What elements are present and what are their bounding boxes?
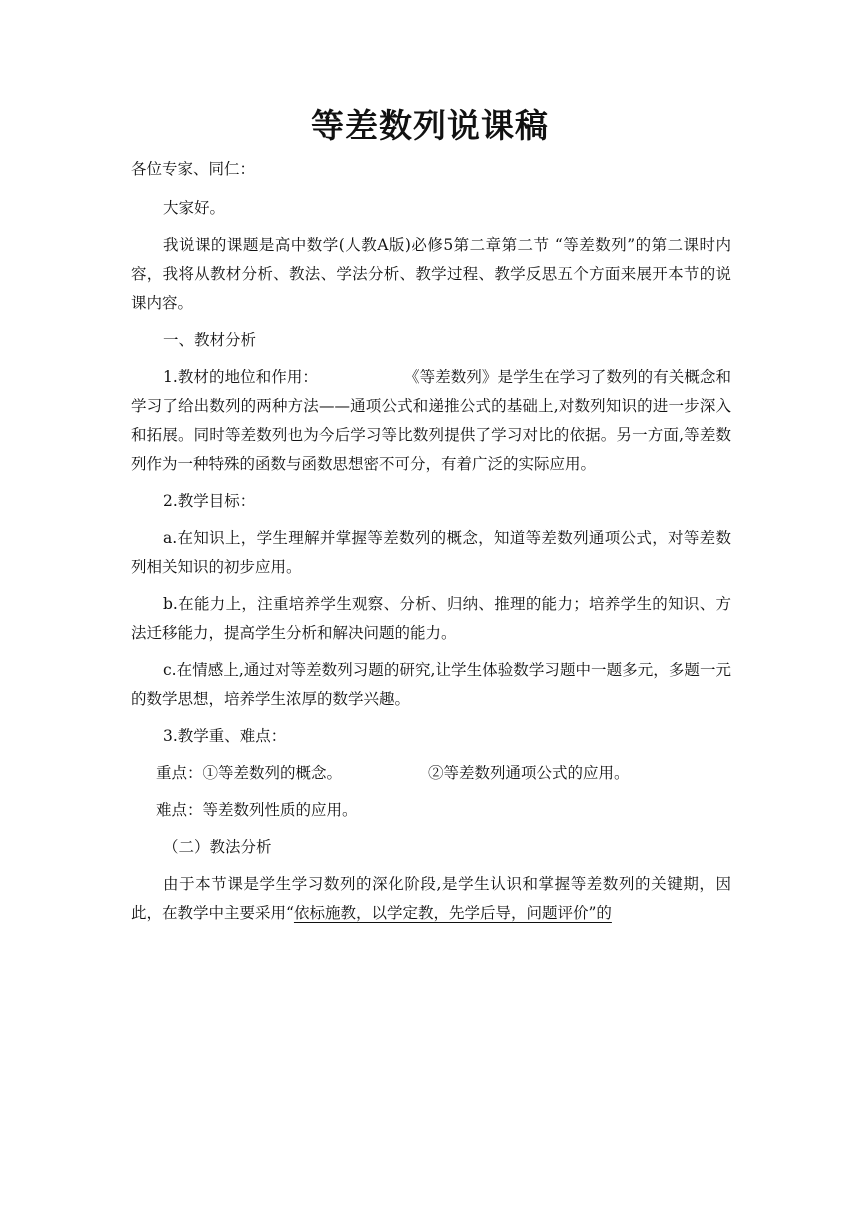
difficulty-line: 难点：等差数列性质的应用。 [156, 801, 358, 819]
item-3-heading: 3.教学重、难点： [163, 727, 287, 745]
section-1-heading: 一、教材分析 [163, 331, 257, 349]
key-points-line [131, 759, 731, 788]
key-point-2: ②等差数列通项公式的应用。 [428, 764, 630, 782]
key-point-label: 重点： [156, 764, 203, 782]
goal-c-paragraph: c.在情感上,通过对等差数列习题的研究,让学生体验数学习题中一题多元，多题一元的数学思想，培养学生浓厚的数学兴趣。 [131, 661, 731, 708]
method-underlined-text: 依标施教，以学定教，先学后导，问题评价”的 [293, 904, 612, 922]
item-1-label: 1.教材的地位和作用： [163, 368, 318, 386]
section-2-heading: （二）教法分析 [163, 838, 272, 856]
greeting: 大家好。 [163, 199, 226, 217]
document-title: 等差数列说课稿 [311, 106, 549, 145]
item-2-heading: 2.教学目标： [163, 492, 256, 510]
document-body [131, 155, 731, 928]
goal-b-paragraph: b.在能力上，注重培养学生观察、分析、归纳、推理的能力；培养学生的知识、方法迁移能力，提高学生分析和解决问题的能力。 [131, 595, 731, 642]
method-paragraph [131, 870, 731, 928]
method-text: 由于本节课是学生学习数列的深化阶段,是学生认识和掌握等差数列的关键期，因此，在教学中主要采用“ [131, 875, 731, 922]
salutation: 各位专家、同仁： [131, 160, 256, 178]
key-point-1: ①等差数列的概念。 [202, 764, 343, 782]
item-1-text: 《等差数列》是学生在学习了数列的有关概念和学习了给出数列的两种方法——通项公式和递推公式的基础上,对数列知识的进一步深入和拓展。同时等差数列也为今后学习等比数列提供了学习对比的依据。另一方面,等差数列作为一种特殊的函数与函数思想密不可分，有着广泛的实际应用。 [131, 368, 731, 473]
goal-a-paragraph: a.在知识上，学生理解并掌握等差数列的概念，知道等差数列通项公式，对等差数列相关知识的初步应用。 [131, 529, 731, 576]
intro-paragraph: 我说课的课题是高中数学(人教A版)必修5第二章第二节 “等差数列”的第二课时内容，我将从教材分析、教法、学法分析、教学过程、教学反思五个方面来展开本节的说课内容。 [131, 236, 731, 312]
item-1-paragraph [131, 363, 731, 479]
